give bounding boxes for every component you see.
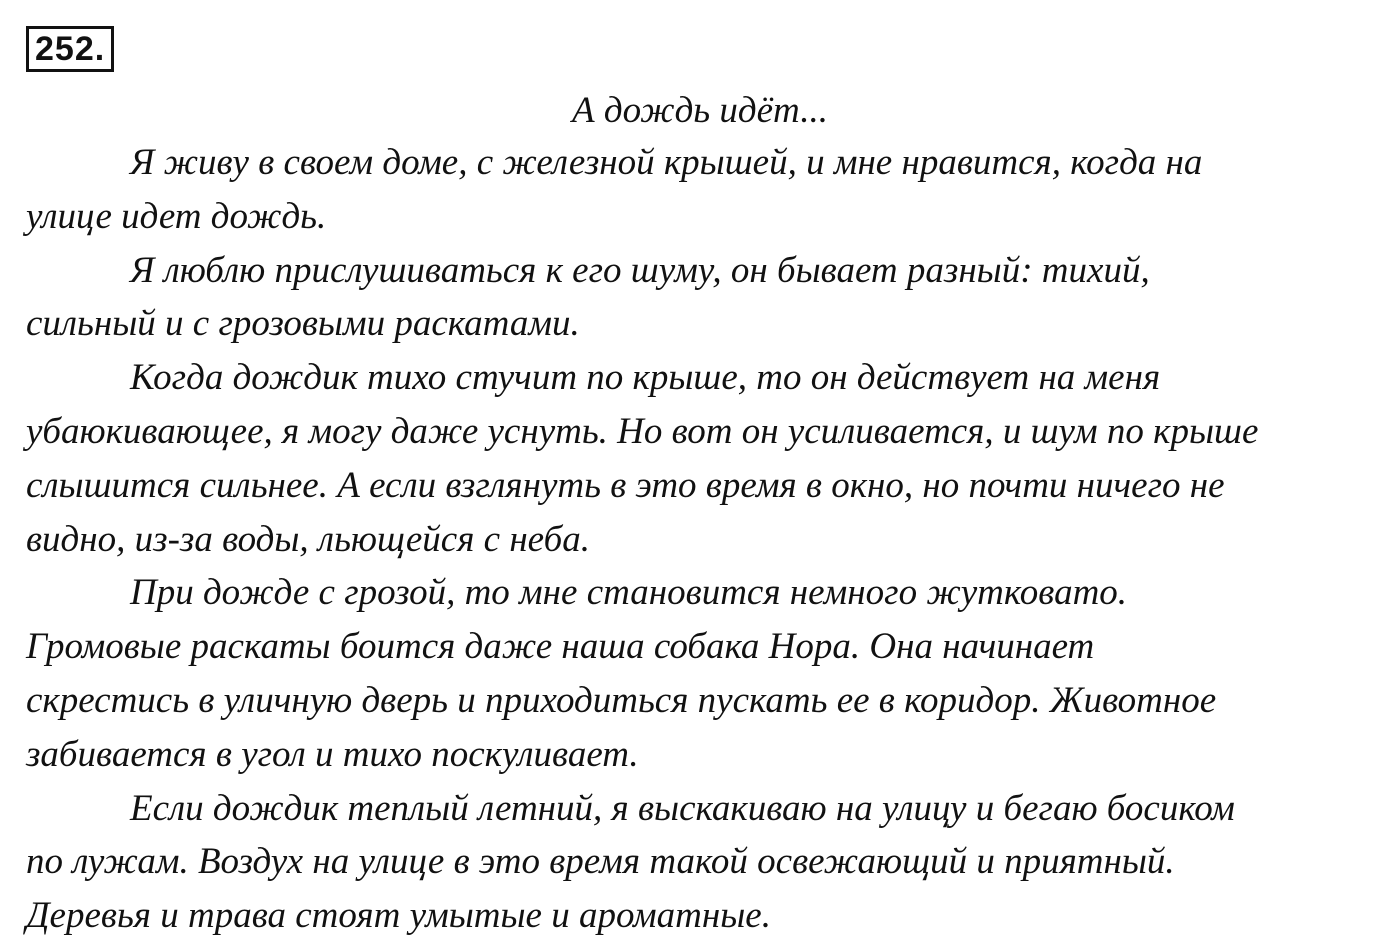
- text-line: Деревья и трава стоят умытые и ароматные.: [26, 895, 771, 937]
- paragraph-2: [26, 244, 1386, 352]
- text-line: Громовые раскаты боится даже наша собака Нора. Она начинает: [26, 626, 1095, 668]
- text-line: видно, из-за воды, льющейся с неба.: [26, 518, 590, 560]
- text-line: слышится сильнее. А если взглянуть в это время в окно, но почти ничего не: [26, 464, 1225, 506]
- text-line: по лужам. Воздух на улице в это время такой освежающий и приятный.: [26, 841, 1175, 883]
- text-line: убаюкивающее, я могу даже уснуть. Но вот он усиливается, и шум по крыше: [26, 410, 1259, 452]
- text-line: скрестись в уличную дверь и приходиться пускать ее в коридор. Животное: [26, 679, 1217, 721]
- paragraph-1: [26, 136, 1386, 244]
- paragraph-5: [26, 782, 1386, 943]
- text-body: [26, 136, 1386, 943]
- text-line: При дожде с грозой, то мне становится немного жутковато.: [130, 572, 1128, 614]
- text-line: Я живу в своем доме, с железной крышей, и мне нравится, когда на: [130, 142, 1203, 183]
- text-line: сильный и с грозовыми раскатами.: [26, 303, 580, 345]
- paragraph-4: [26, 566, 1386, 781]
- paragraph-3: [26, 351, 1386, 566]
- text-line: Если дождик теплый летний, я выскакиваю на улицу и бегаю босиком: [130, 787, 1235, 829]
- text-line: Я люблю прислушиваться к его шуму, он бывает разный: тихий,: [130, 249, 1150, 291]
- text-line: забивается в угол и тихо поскуливает.: [26, 733, 639, 775]
- text-title: А дождь идёт...: [572, 90, 828, 131]
- text-line: улице идет дождь.: [26, 195, 327, 237]
- exercise-number-box: 252.: [26, 26, 114, 72]
- text-line: Когда дождик тихо стучит по крыше, то он действует на меня: [130, 357, 1161, 399]
